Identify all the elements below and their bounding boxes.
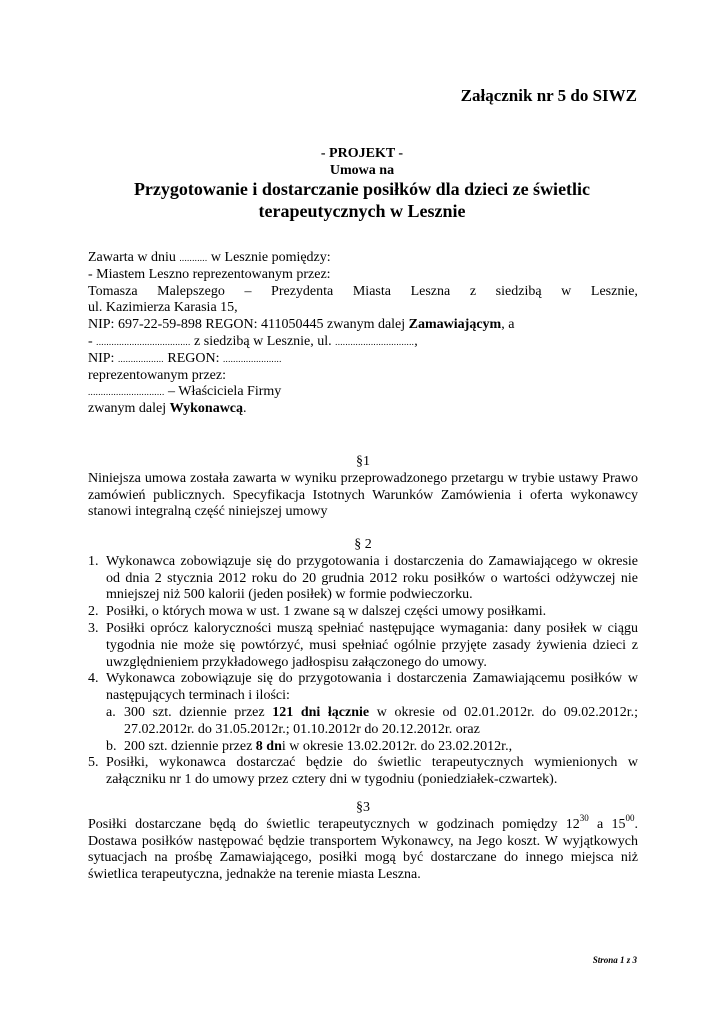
- word: –: [244, 283, 252, 299]
- page-number: Strona 1 z 3: [592, 955, 637, 965]
- parties-line-contractor: - ..................................... z siedzibą w Lesznie, ul. ...............................,: [88, 333, 418, 349]
- list-item: 2. Posiłki, o których mowa w ust. 1 zwane są w dalszej części umowy posiłkami.: [88, 604, 547, 620]
- section-2: [88, 537, 638, 789]
- parties-line-city: - Miastem Leszno reprezentowanym przez:: [88, 266, 331, 282]
- parties-line-contractor-ids: NIP: .................. REGON: .......................: [88, 350, 282, 366]
- project-label: - PROJEKT -: [320, 146, 404, 161]
- list-item: 4. Wykonawca zobowiązuje się do przygotowania i dostarczenia Zamawiającemu posiłków w następujących terminach i ilości:: [88, 671, 638, 704]
- contract-label: Umowa na: [329, 163, 395, 178]
- parties-line-nip: NIP: 697-22-59-898 REGON: 411050445 zwanym dalej Zamawiającym, a: [88, 317, 515, 333]
- section-1-heading: §1: [356, 454, 370, 469]
- title-line-1: Przygotowanie i dostarczanie posiłków dla dzieci ze świetlic: [133, 179, 591, 199]
- word: Miasta: [352, 283, 391, 299]
- parties-line-contractor-alias: zwanym dalej Wykonawcą.: [88, 401, 247, 417]
- word: Prezydenta: [271, 283, 334, 299]
- section-1-text: Niniejsza umowa została zawarta w wyniku przeprowadzonego przetargu w trybie ustawy Prawo zamówień publicznych. Specyfikacja Istotnych Warunków Zamówienia i oferta wykonawcy stanowi integralną część niniejszej umowy: [88, 470, 638, 520]
- annex-label: Załącznik nr 5 do SIWZ: [460, 86, 637, 105]
- word: siedzibą: [495, 283, 542, 299]
- list-item: 1. Wykonawca zobowiązuje się do przygotowania i dostarczenia do Zamawiającego w okresie od dnia 2 stycznia 2012 roku do 20 grudnia 2012 roku posiłków o wartości odżywczej nie mniejszej niż 500 kalorii (jeden posiłek) w formie podwieczorku.: [88, 553, 638, 603]
- parties-line-date: Zawarta w dniu ........... w Lesznie pomiędzy:: [88, 250, 331, 265]
- section-2-list: [88, 554, 638, 789]
- section-3: [88, 800, 638, 884]
- parties-line-street: ul. Kazimierza Karasia 15,: [88, 300, 238, 316]
- parties-line-mayor: [88, 284, 638, 301]
- word: Lesznie,: [590, 283, 638, 299]
- sub-list-item: a. 300 szt. dziennie przez 121 dni łącznie w okresie od 02.01.2012r. do 09.02.2012r.; 27.02.2012r. do 31.05.2012r.; 01.10.2012r do 20.12.2012r. oraz: [106, 704, 638, 737]
- word: Malepszego: [157, 283, 225, 299]
- parties-section: [88, 250, 638, 418]
- contract-title: [88, 178, 636, 222]
- parties-line-represented: reprezentowanym przez:: [88, 367, 226, 383]
- title-line-2: terapeutycznych w Lesznie: [258, 201, 466, 221]
- list-item: 3. Posiłki oprócz kaloryczności muszą spełniać następujące wymagania: dany posiłek w ciągu tygodnia nie może się powtórzyć, musi spełniać ogólnie przyjęte zasady żywienia dzieci z uwzględnieniem przykładowego jadłospisu załączonego do umowy.: [88, 620, 638, 670]
- word: w: [561, 283, 572, 299]
- section-3-text: Posiłki dostarczane będą do świetlic terapeutycznych w godzinach pomiędzy $12^{30}$ a $15^{00}$. Dostawa posiłków następować będzie transportem Wykonawcy, na Jego koszt. W wyjątkowych sytuacjach na prośbę Zamawiającego, posiłki mogą być dostarczane do innego miejsca niż świetlica terapeutyczna, jednakże na terenie miasta Leszna.: [88, 813, 638, 883]
- section-1: [88, 454, 638, 521]
- list-item: 5. Posiłki, wykonawca dostarczać będzie do świetlic terapeutycznych wymienionych w załączniku nr 1 do umowy przez cztery dni w tygodniu (poniedziałek-czwartek).: [88, 755, 638, 788]
- word: Leszna: [410, 283, 451, 299]
- word: Tomasza: [88, 283, 138, 299]
- section-3-heading: §3: [356, 800, 370, 815]
- word: z: [469, 283, 477, 299]
- sub-list-item: b. 200 szt. dziennie przez 8 dni w okresie 13.02.2012r. do 23.02.2012r.,: [106, 738, 513, 754]
- parties-line-owner: .............................. – Właściciela Firmy: [88, 384, 282, 400]
- section-2-heading: § 2: [354, 537, 372, 552]
